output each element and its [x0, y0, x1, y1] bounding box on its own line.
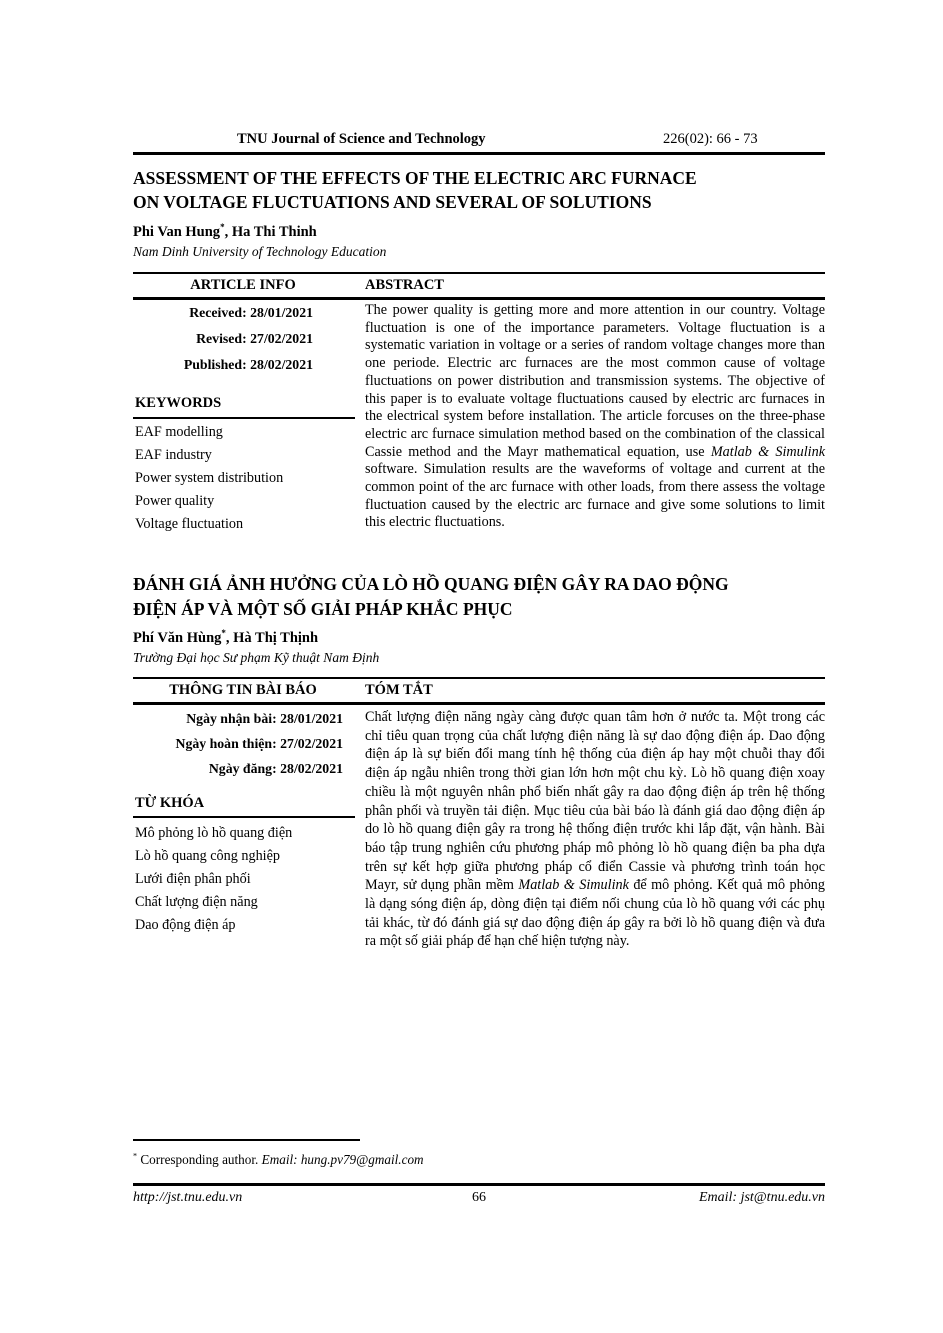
- revised-value: 27/02/2021: [250, 331, 313, 346]
- article-info-table-vn: [133, 677, 825, 997]
- keyword-item: Power system distribution: [135, 470, 284, 486]
- abstract-heading: ABSTRACT: [365, 277, 444, 293]
- paper-title-en: [133, 166, 793, 214]
- abstract-text-en: The power quality is getting more and more attention in our country. Voltage fluctuation is one of the importance parameters. Voltage fluctuation is a systematic variation in voltage or a series of random voltage changes more than one periode. Electric arc furnaces are the most common cause of voltage fluctuations on power distribution and transmission systems. The objective of this paper is to evaluate voltage fluctuations caused by electric arc furnaces in the electrical system before installation. The article forcuses on the three-phase electric arc furnace simulation method based on the combination of the classical Cassie method and the Mayr mathematical equation, use Matlab & Simulink software. Simulation results are the waveforms of voltage and current at the common point of the arc furnace with other loads, from there assess the voltage fluctuation caused by the electric arc furnace and give some solutions to limit this electric fluctuations.: [365, 302, 826, 531]
- keywords-heading-en: KEYWORDS: [135, 395, 222, 411]
- published-value: 28/02/2021: [250, 357, 313, 372]
- authors-en: Phi Van Hung*, Ha Thi Thinh: [133, 222, 317, 240]
- article-info-table-en: [133, 272, 825, 562]
- received-value: 28/01/2021: [250, 305, 313, 320]
- keyword-item: EAF industry: [135, 447, 212, 463]
- table-rule-header: [133, 297, 825, 300]
- keyword-item: Power quality: [135, 493, 215, 509]
- issue-pages: 226(02): 66 - 73: [663, 131, 758, 147]
- affiliation-vn: Trường Đại học Sư phạm Kỹ thuật Nam Định: [133, 650, 380, 665]
- affiliation-en: Nam Dinh University of Technology Education: [133, 244, 387, 259]
- revised-label: Revised:: [196, 331, 247, 346]
- received-date-row-vn: [133, 711, 353, 727]
- paper-title-en-line1: ASSESSMENT OF THE EFFECTS OF THE ELECTRIC ARC FURNACE: [133, 168, 697, 188]
- published-label-vn: Ngày đăng:: [208, 761, 277, 776]
- abstract-text-vn: Chất lượng điện năng ngày càng được quan tâm hơn ở nước ta. Một trong các chỉ tiêu quan trọng của chất lượng điện năng là sự dao động điện áp. Dao động điện áp là sự biến đổi mang tính hệ thống của điện áp hay một chuỗi thay đổi điện áp ngẫu nhiên trong thời gian lớn hơn một chu kỳ. Lò hồ quang điện xoay chiều là một nguyên nhân phổ biến nhất gây ra dao động điện áp trên hệ thống phân phối và truyền tải điện. Mục tiêu của bài báo là đánh giá dao động điện áp do lò hồ quang điện gây ra trong hệ thống điện trước khi lắp đặt, vận hành. Bài báo tập trung nghiên cứu phương pháp mô phỏng lò hồ quang điện ba pha dựa trên sự kết hợp giữa phương pháp cổ điển Cassie và phương trình toán học Mayr, sử dụng phần mềm Matlab & Simulink để mô phỏng. Kết quả mô phỏng là dạng sóng điện áp, dòng điện tại điểm nối chung của lò hồ quang với các phụ tải khác, từ đó đánh giá sự dao động điện áp gây ra bởi lò hồ quang điện và đưa ra một số giải pháp để hạn chế hiện tượng này.: [365, 709, 825, 950]
- table-rule-top: [133, 677, 825, 679]
- keywords-rule-vn: [133, 816, 355, 818]
- corresponding-author-note: * Corresponding author. Email: hung.pv79@gmail.com: [133, 1151, 424, 1167]
- keyword-item: EAF modelling: [135, 424, 223, 440]
- footer-rule: [133, 1183, 825, 1186]
- received-value-vn: 28/01/2021: [280, 711, 343, 726]
- authors-vn: Phí Văn Hùng*, Hà Thị Thịnh: [133, 628, 319, 646]
- keywords-rule-en: [133, 417, 355, 419]
- header-rule: [133, 152, 825, 155]
- published-label: Published:: [183, 357, 247, 372]
- keywords-heading-vn: TỪ KHÓA: [135, 795, 205, 811]
- journal-url: http://jst.tnu.edu.vn: [133, 1190, 243, 1205]
- keyword-item: Chất lượng điện năng: [135, 894, 258, 910]
- received-label: Received:: [189, 305, 247, 320]
- page-footer: [133, 1190, 825, 1210]
- table-rule-header: [133, 702, 825, 705]
- journal-title: TNU Journal of Science and Technology: [237, 131, 486, 147]
- revised-label-vn: Ngày hoàn thiện:: [175, 736, 277, 751]
- published-date-row: [133, 357, 353, 373]
- published-value-vn: 28/02/2021: [280, 761, 343, 776]
- journal-email: Email: jst@tnu.edu.vn: [698, 1190, 825, 1205]
- table-rule-top: [133, 272, 825, 274]
- keyword-item: Dao động điện áp: [135, 917, 236, 933]
- footnote-rule: [133, 1139, 360, 1141]
- published-date-row-vn: [133, 761, 353, 777]
- abstract-heading-vn: TÓM TẮT: [365, 682, 433, 698]
- paper-title-en-line2: ON VOLTAGE FLUCTUATIONS AND SEVERAL OF SOLUTIONS: [133, 192, 652, 212]
- keyword-item: Lưới điện phân phối: [135, 871, 251, 887]
- paper-title-vn-line2: ĐIỆN ÁP VÀ MỘT SỐ GIẢI PHÁP KHẮC PHỤC: [133, 599, 513, 619]
- paper-title-vn-line1: ĐÁNH GIÁ ẢNH HƯỞNG CỦA LÒ HỒ QUANG ĐIỆN GÂY RA DAO ĐỘNG: [133, 574, 729, 594]
- paper-title-vn: [133, 572, 813, 622]
- revised-date-row: [133, 331, 353, 347]
- received-label-vn: Ngày nhận bài:: [186, 711, 277, 726]
- article-info-heading: ARTICLE INFO: [190, 277, 296, 293]
- page-number: 66: [472, 1190, 486, 1205]
- revised-value-vn: 27/02/2021: [280, 736, 343, 751]
- keyword-item: Voltage fluctuation: [135, 516, 244, 532]
- article-info-heading-vn: THÔNG TIN BÀI BÁO: [169, 682, 317, 698]
- page-content: [133, 0, 825, 1333]
- revised-date-row-vn: [133, 736, 353, 752]
- received-date-row: [133, 305, 353, 321]
- keyword-item: Mô phỏng lò hồ quang điện: [135, 825, 293, 841]
- keyword-item: Lò hồ quang công nghiệp: [135, 848, 280, 864]
